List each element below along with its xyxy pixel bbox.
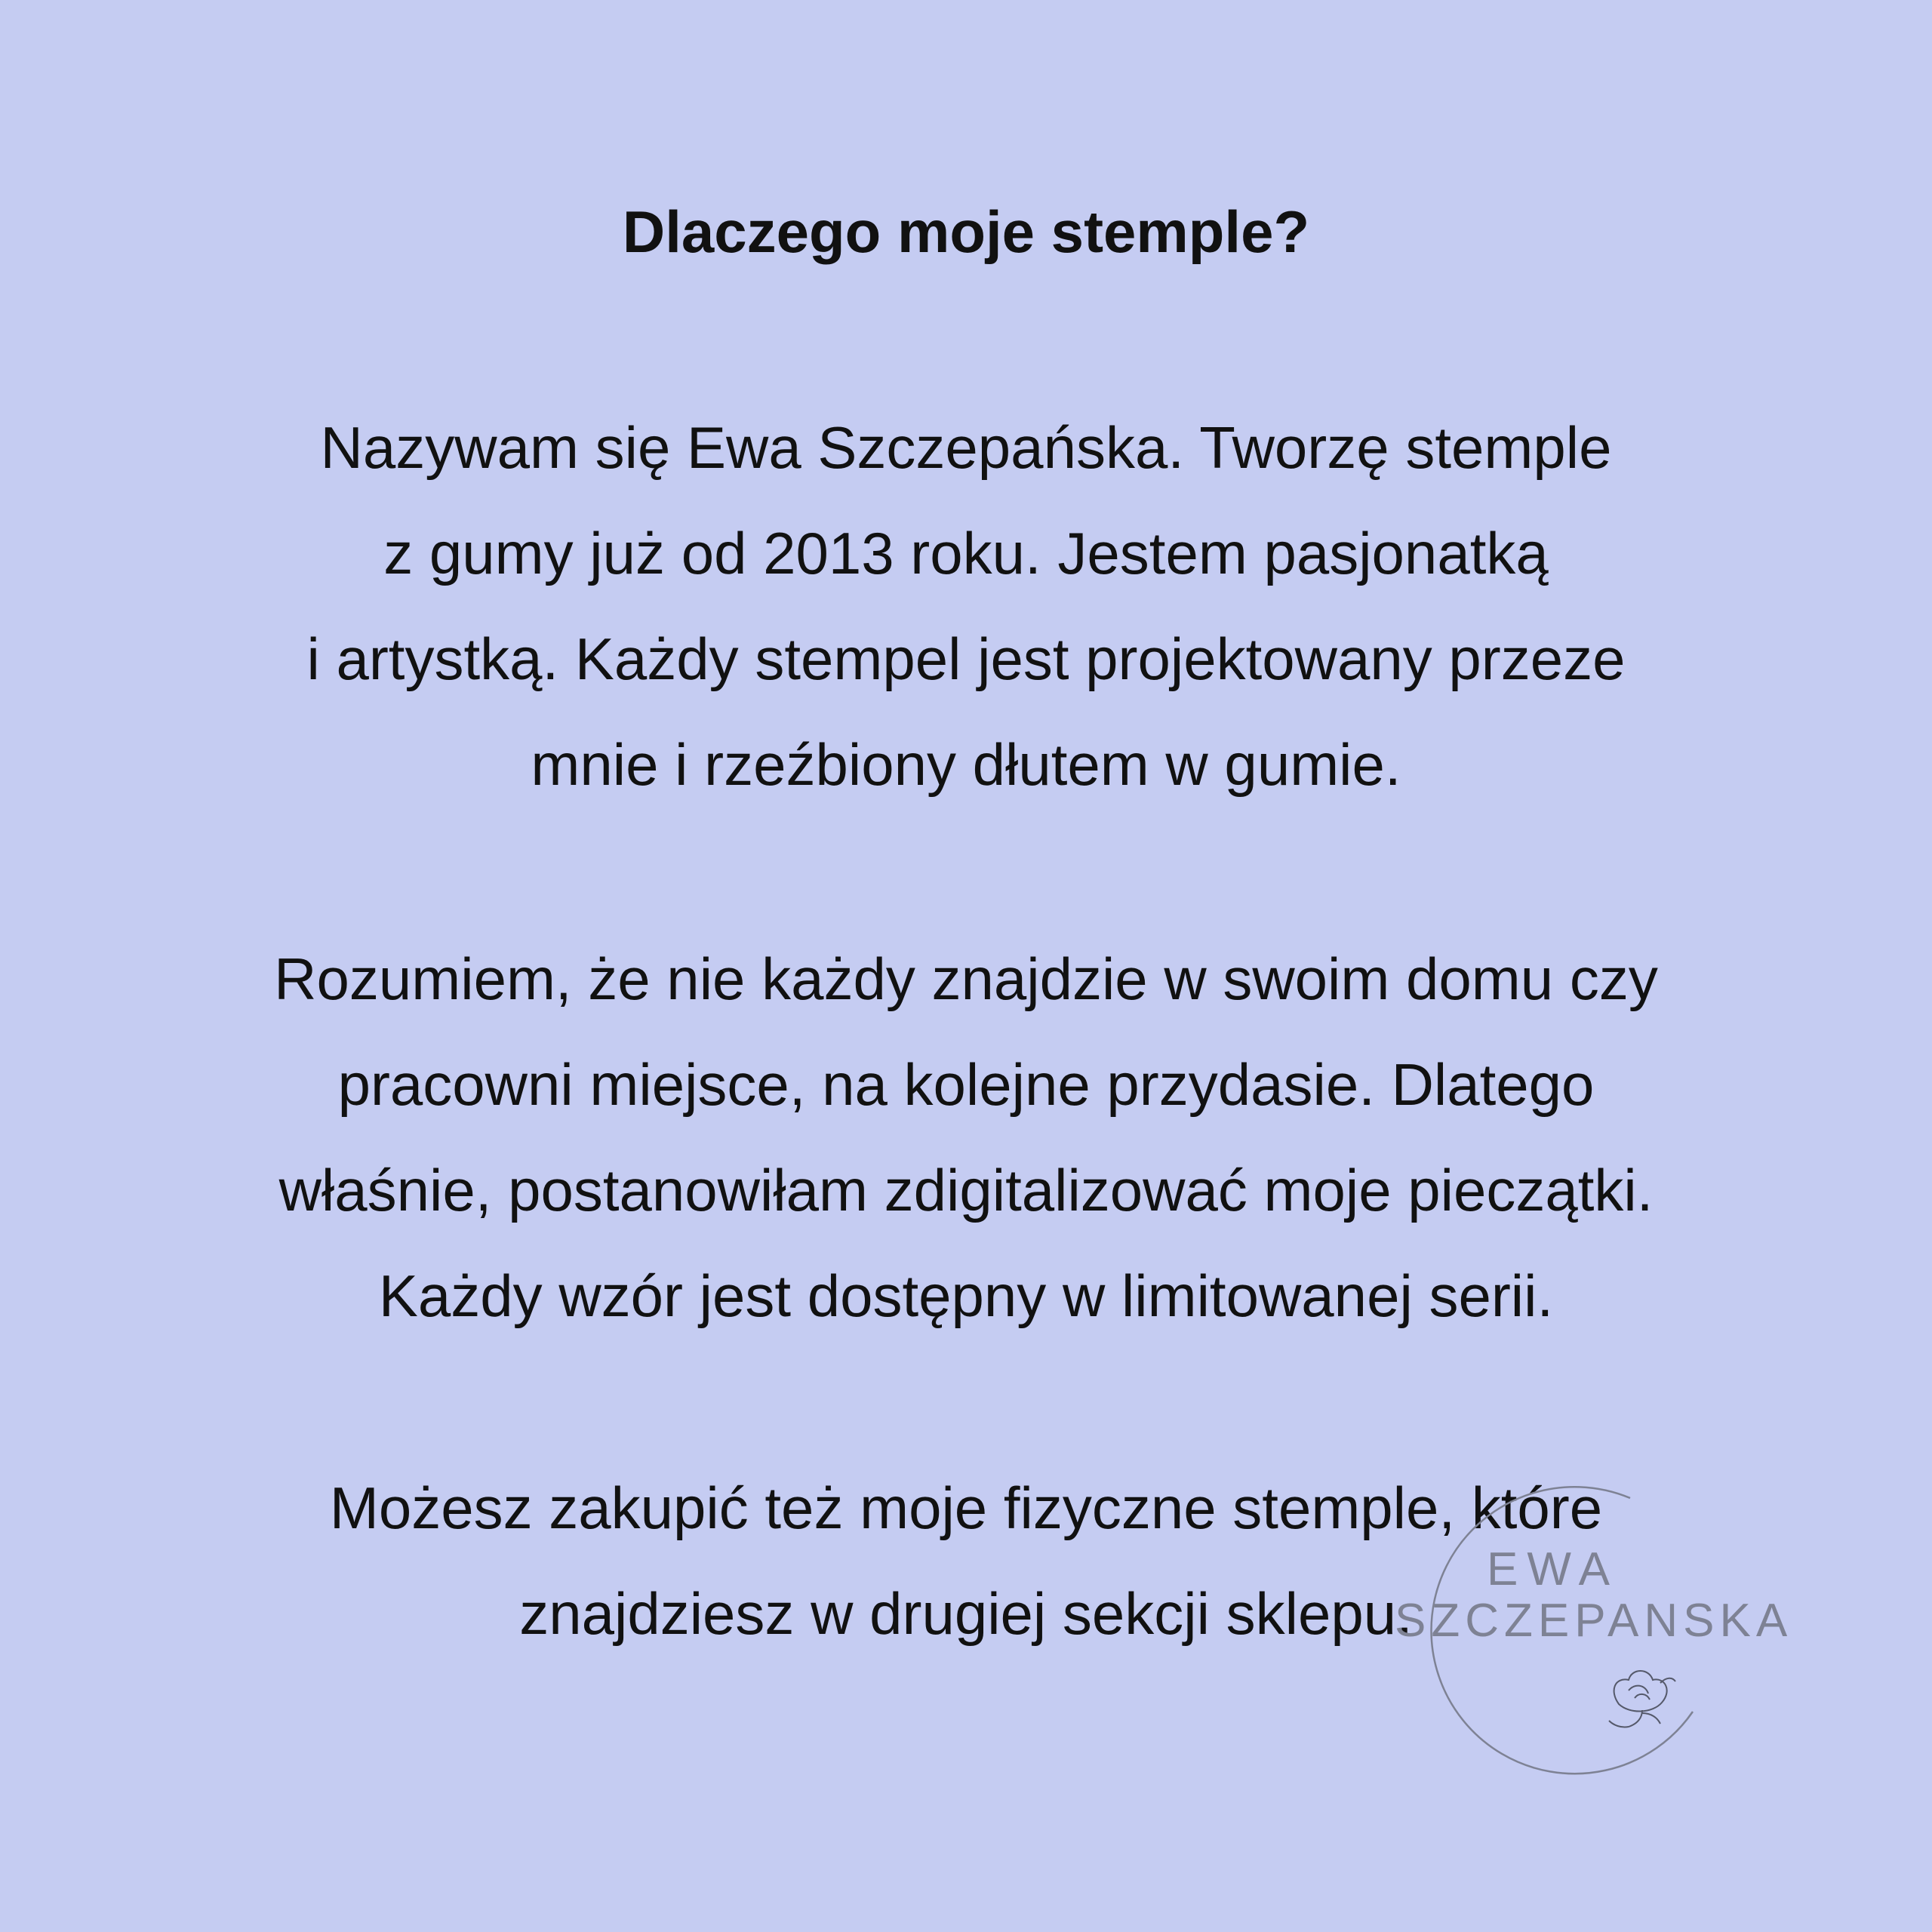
brand-logo-graphic xyxy=(1389,1464,1793,1766)
page-title: Dlaczego moje stemple? xyxy=(622,198,1310,265)
paragraph-line: Możesz zakupić też moje fizyczne stemple, które xyxy=(329,1475,1603,1541)
paragraph-line: z gumy już od 2013 roku. Jestem pasjonatką xyxy=(383,520,1549,586)
paragraph-line: właśnie, postanowiłam zdigitalizować moje pieczątki. xyxy=(278,1157,1654,1223)
brand-logo xyxy=(1389,1464,1793,1766)
paragraph-line: Nazywam się Ewa Szczepańska. Tworzę stemple xyxy=(320,414,1612,481)
paragraph-line: znajdziesz w drugiej sekcji sklepu. xyxy=(519,1580,1413,1647)
paragraph-line: Rozumiem, że nie każdy znajdzie w swoim domu czy xyxy=(274,946,1658,1012)
paragraph-intro xyxy=(0,395,1932,817)
flower-icon xyxy=(1609,1671,1675,1727)
paragraph-line: Każdy wzór jest dostępny w limitowanej serii. xyxy=(378,1263,1554,1329)
paragraph-line: pracowni miejsce, na kolejne przydasie. Dlatego xyxy=(337,1051,1595,1118)
logo-name-first: EWA xyxy=(1487,1543,1619,1595)
paragraph-line: i artystką. Każdy stempel jest projektowany przeze xyxy=(306,626,1626,692)
paragraph-digital xyxy=(0,926,1932,1349)
paragraph-line: mnie i rzeźbiony dłutem w gumie. xyxy=(531,731,1401,798)
logo-name-last: SZCZEPANSKA xyxy=(1395,1595,1793,1647)
